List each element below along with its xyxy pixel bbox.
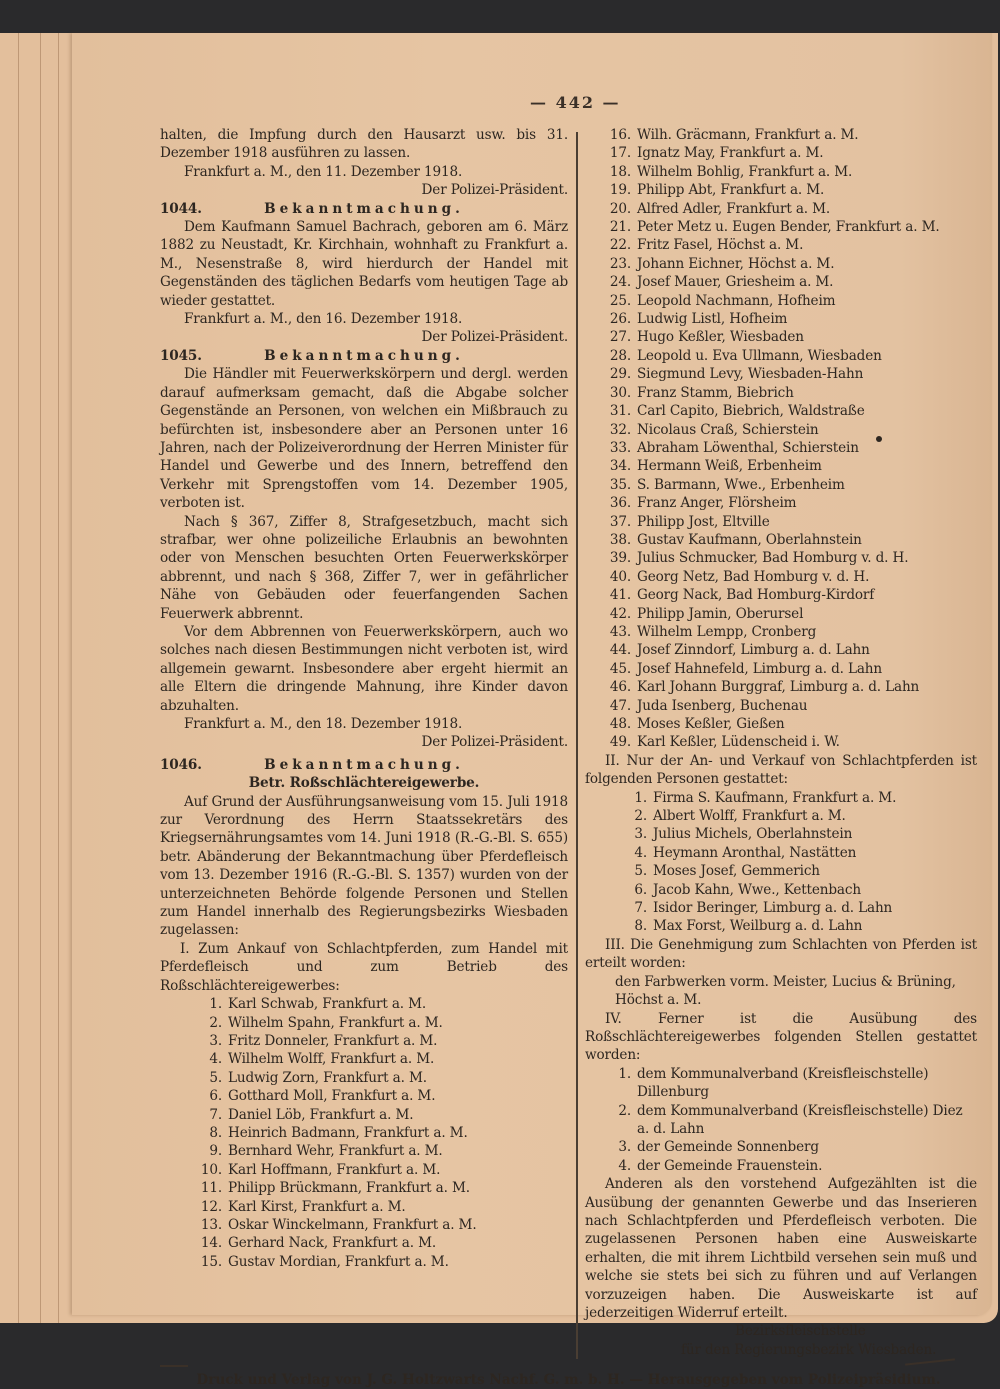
list-item-text: Hugo Keßler, Wiesbaden — [637, 329, 804, 346]
list-item-text: Gustav Mordian, Frankfurt a. M. — [228, 1253, 449, 1270]
list-item-number: 45. — [609, 660, 631, 677]
list-item-number: 2. — [209, 1014, 222, 1031]
list-item — [160, 1087, 568, 1105]
notice-1044-signature: Der Polizei-Präsident. — [421, 329, 568, 346]
list-item-text: Julius Schmucker, Bad Homburg v. d. H. — [637, 550, 909, 567]
list-item-text: Fritz Fasel, Höchst a. M. — [637, 237, 804, 254]
list-item-number: 3. — [209, 1032, 222, 1049]
notice-1045-signature: Der Polizei-Präsident. — [421, 734, 568, 751]
list-item-text: Siegmund Levy, Wiesbaden-Hahn — [637, 366, 864, 383]
list-item-number: 40. — [609, 568, 631, 585]
list-item-text: Alfred Adler, Frankfurt a. M. — [637, 200, 831, 217]
list-item-text: Bernhard Wehr, Frankfurt a. M. — [228, 1143, 443, 1160]
list-item — [585, 807, 977, 825]
list-item — [585, 899, 977, 917]
list-item-text: dem Kommunalverband (Kreisfleischstelle) Diez a. d. Lahn — [637, 1102, 963, 1137]
list-item-number: 7. — [209, 1106, 222, 1123]
list-item-text: Max Forst, Weilburg a. d. Lahn — [653, 918, 863, 935]
list-item — [160, 1014, 568, 1032]
page-edge — [18, 33, 19, 1323]
list-item-text: Abraham Löwenthal, Schierstein — [637, 439, 859, 456]
list-item — [585, 678, 977, 696]
list-item-number: 22. — [609, 237, 631, 254]
list-item — [160, 1050, 568, 1068]
notice-1045-paragraph-1: Die Händler mit Feuerwerkskörpern und dergl. werden darauf aufmerksam gemacht, daß die Abgabe solcher Gegenstände an Personen, von welchen ein Mißbrauch zu befürchten ist, insbesondere aber an Personen unter 16 Jahren, nach der Polizeiverordnung der Herren Minister für Handel und Gewerbe und des Innern, betreffend den Verkehr mit Sprengstoffen vom 14. Dezember 1905, verboten ist. — [160, 366, 568, 512]
list-item — [585, 825, 977, 843]
notice-number: 1045. — [160, 347, 202, 364]
list-item — [160, 1253, 568, 1271]
list-item-text: Franz Stamm, Biebrich — [637, 384, 794, 401]
list-item — [585, 310, 977, 328]
list-item-number: 16. — [609, 127, 631, 143]
list-item-number: 5. — [209, 1069, 222, 1086]
list-item-text: Fritz Donneler, Frankfurt a. M. — [228, 1032, 438, 1049]
list-item-text: Josef Zinndorf, Limburg a. d. Lahn — [637, 642, 870, 659]
list-item-number: 9. — [209, 1143, 222, 1160]
notice-1044-date: Frankfurt a. M., den 16. Dezember 1918. — [184, 311, 463, 328]
page-number: — 442 — — [530, 93, 621, 112]
list-item — [585, 421, 977, 439]
right-column — [585, 126, 977, 1359]
list-item-number: 47. — [609, 697, 631, 714]
list-item-number: 14. — [200, 1235, 222, 1252]
list-item-text: Georg Nack, Bad Homburg-Kirdorf — [637, 587, 875, 604]
list-item-text: Daniel Löb, Frankfurt a. M. — [228, 1106, 414, 1123]
list-item-text: dem Kommunalverband (Kreisfleischstelle) Dillenburg — [637, 1065, 929, 1101]
section-1-heading: I. Zum Ankauf von Schlachtpferden, zum Handel mit Pferdefleisch und zum Betrieb des Roßschlächtereigewerbes: — [160, 940, 568, 994]
list-item-text: Leopold u. Eva Ullmann, Wiesbaden — [637, 347, 882, 364]
list-section-1 — [160, 995, 568, 1271]
list-item-number: 28. — [609, 347, 631, 364]
list-item — [585, 1157, 977, 1175]
list-item-text: Ludwig Listl, Hofheim — [637, 311, 788, 328]
list-item-text: Karl Kirst, Frankfurt a. M. — [228, 1198, 406, 1215]
list-item-text: Franz Anger, Flörsheim — [637, 495, 797, 512]
list-item-number: 36. — [609, 495, 631, 512]
notice-1046-body: Auf Grund der Ausführungsanweisung vom 15. Juli 1918 zur Verordnung des Herrn Staatssekretärs des Kriegsernährungsamtes vom 14. Juni 1918 (R.-G.-Bl. S. 655) betr. Abänderung der Bekanntmachung über Pferdefleisch vom 13. Dezember 1916 (R.-G.-Bl. S. 1357) wurden von der unterzeichneten Behörde folgende Personen und Stellen zum Handel innerhalb des Regierungsbezirks Wiesbaden zugelassen: — [160, 793, 568, 939]
list-item-text: Wilh. Gräcmann, Frankfurt a. M. — [637, 127, 859, 143]
list-item-text: Philipp Jost, Eltville — [637, 513, 770, 530]
list-item — [585, 163, 977, 181]
list-item — [160, 1234, 568, 1252]
list-item — [585, 660, 977, 678]
list-item-text: Philipp Abt, Frankfurt a. M. — [637, 182, 825, 199]
list-item-text: der Gemeinde Sonnenberg — [637, 1139, 819, 1156]
list-item-text: Firma S. Kaufmann, Frankfurt a. M. — [653, 789, 897, 806]
list-item — [585, 733, 977, 751]
list-item-text: Philipp Brückmann, Frankfurt a. M. — [228, 1180, 470, 1197]
list-item-number: 8. — [209, 1124, 222, 1141]
list-item — [585, 881, 977, 899]
list-item-text: Nicolaus Craß, Schierstein — [637, 421, 819, 438]
list-item — [585, 402, 977, 420]
section-3-item: den Farbwerken vorm. Meister, Lucius & Brüning, Höchst a. M. — [615, 973, 956, 1009]
list-item — [160, 995, 568, 1013]
list-item — [585, 1065, 977, 1102]
notice-title: Bekanntmachung. — [264, 756, 464, 773]
list-item — [585, 549, 977, 567]
list-item-text: Karl Hoffmann, Frankfurt a. M. — [228, 1161, 441, 1178]
list-item-number: 8. — [634, 918, 647, 935]
list-item — [585, 844, 977, 862]
notice-title: Bekanntmachung. — [264, 200, 464, 217]
list-item — [585, 236, 977, 254]
list-section-2 — [585, 789, 977, 936]
list-item-number: 30. — [609, 384, 631, 401]
list-item-number: 42. — [609, 605, 631, 622]
list-item-number: 37. — [609, 513, 631, 530]
list-item-text: Gustav Kaufmann, Oberlahnstein — [637, 531, 862, 548]
list-item-number: 11. — [200, 1180, 222, 1197]
list-item — [160, 1032, 568, 1050]
signature-office: Bezirksfleischstelle — [735, 1323, 866, 1340]
list-item — [585, 917, 977, 935]
list-item — [585, 126, 977, 144]
list-item-text: Karl Johann Burggraf, Limburg a. d. Lahn — [637, 679, 920, 696]
list-item-number: 33. — [609, 439, 631, 456]
list-item — [585, 273, 977, 291]
list-item-text: Moses Josef, Gemmerich — [653, 863, 820, 880]
list-section-1-continued — [585, 126, 977, 752]
list-item — [585, 715, 977, 733]
list-item-number: 38. — [609, 531, 631, 548]
list-item-number: 23. — [609, 255, 631, 272]
list-item-number: 1. — [634, 789, 647, 806]
list-item-number: 4. — [618, 1157, 631, 1174]
notice-1046-subtitle: Betr. Roßschlächtereigewerbe. — [248, 775, 480, 792]
list-item-number: 13. — [200, 1216, 222, 1233]
section-3-heading: III. Die Genehmigung zum Schlachten von Pferden ist erteilt worden: — [585, 936, 977, 972]
list-item-text: Karl Schwab, Frankfurt a. M. — [228, 996, 427, 1013]
list-item-text: Moses Keßler, Gießen — [637, 716, 785, 732]
list-item-text: Josef Mauer, Griesheim a. M. — [637, 274, 834, 291]
list-item — [585, 513, 977, 531]
list-item-number: 44. — [609, 642, 631, 659]
list-item-text: Gerhard Nack, Frankfurt a. M. — [228, 1235, 437, 1252]
list-item-number: 3. — [634, 826, 647, 843]
list-item — [585, 328, 977, 346]
list-item-text: Ignatz May, Frankfurt a. M. — [637, 145, 824, 162]
column-divider — [576, 132, 578, 1359]
list-item-text: Johann Eichner, Höchst a. M. — [637, 255, 835, 272]
list-item-number: 34. — [609, 458, 631, 475]
list-item — [585, 568, 977, 586]
list-item-text: Wilhelm Spahn, Frankfurt a. M. — [228, 1014, 443, 1031]
list-item — [585, 144, 977, 162]
list-item — [585, 200, 977, 218]
list-item-number: 3. — [618, 1139, 631, 1156]
notice-1045-paragraph-2: Nach § 367, Ziffer 8, Strafgesetzbuch, macht sich strafbar, wer ohne polizeiliche Erlaubnis an bewohnten oder von Menschen besuchten Orten Feuerwerkskörper abbrennt, und nach § 368, Ziffer 7, wer in gefährlicher Nähe von Gebäuden oder feuerfangenden Sachen Feuerwerk abbrennt. — [160, 513, 568, 622]
list-item-number: 26. — [609, 311, 631, 328]
page-edge — [58, 33, 59, 1323]
list-item-text: Juda Isenberg, Buchenau — [637, 697, 808, 714]
notice-1045-date: Frankfurt a. M., den 18. Dezember 1918. — [184, 716, 463, 732]
list-section-4 — [585, 1065, 977, 1175]
list-item — [585, 1102, 977, 1139]
list-item — [585, 365, 977, 383]
list-item — [585, 641, 977, 659]
list-item-number: 48. — [609, 716, 631, 732]
list-item — [585, 181, 977, 199]
list-item-number: 19. — [609, 182, 631, 199]
list-item — [585, 697, 977, 715]
list-item — [585, 384, 977, 402]
page-edge — [40, 33, 41, 1323]
list-item-number: 18. — [609, 163, 631, 180]
list-item-text: Ludwig Zorn, Frankfurt a. M. — [228, 1069, 427, 1086]
list-item-text: Oskar Winckelmann, Frankfurt a. M. — [228, 1216, 477, 1233]
list-item-number: 39. — [609, 550, 631, 567]
list-item-text: Wilhelm Bohlig, Frankfurt a. M. — [637, 163, 853, 180]
list-item-number: 2. — [634, 808, 647, 825]
closing-paragraph: Anderen als den vorstehend Aufgezählten ist die Ausübung der genannten Gewerbe und das Inserieren nach Schlachtpferden und Pferdefleisch verboten. Die zugelassenen Personen haben eine Ausweiskarte erhalten, die mit ihrem Lichtbild versehen sein muß und welche sie stets bei sich zu führen und auf Verlangen vorzuzeigen haben. Die Ausweiskarte ist auf jederzeitigen Widerruf erteilt. — [585, 1176, 977, 1321]
list-item-number: 2. — [618, 1102, 631, 1119]
list-item — [160, 1198, 568, 1216]
list-item-text: Wilhelm Lempp, Cronberg — [637, 623, 817, 640]
list-item-text: Carl Capito, Biebrich, Waldstraße — [637, 403, 865, 420]
list-item — [160, 1069, 568, 1087]
list-item-text: Leopold Nachmann, Hofheim — [637, 292, 836, 309]
list-item-number: 4. — [209, 1051, 222, 1068]
section-2-heading: II. Nur der An- und Verkauf von Schlachtpferden ist folgenden Personen gestattet: — [585, 752, 977, 788]
list-item-text: Heymann Aronthal, Nastätten — [653, 844, 857, 861]
list-item-number: 49. — [609, 734, 631, 751]
list-item — [585, 439, 977, 457]
list-item-number: 43. — [609, 623, 631, 640]
list-item-text: Karl Keßler, Lüdenscheid i. W. — [637, 734, 840, 751]
list-item-number: 15. — [200, 1253, 222, 1270]
list-item — [585, 862, 977, 880]
list-item-number: 5. — [634, 863, 647, 880]
list-item — [585, 292, 977, 310]
notice-1045-heading — [160, 347, 568, 365]
list-item-text: Jacob Kahn, Wwe., Kettenbach — [653, 881, 861, 898]
notice-1044-body: Dem Kaufmann Samuel Bachrach, geboren am 6. März 1882 zu Neustadt, Kr. Kirchhain, wohnhaft zu Frankfurt a. M., Nesenstraße 8, wird hierdurch der Handel mit Gegenständen des täglichen Bedarfs vom heutigen Tage ab wieder gestattet. — [160, 219, 568, 309]
list-item-number: 20. — [609, 200, 631, 217]
list-item-text: Albert Wolff, Frankfurt a. M. — [653, 808, 846, 825]
notice-1045-paragraph-3: Vor dem Abbrennen von Feuerwerkskörpern, auch wo solches nach diesen Bestimmungen nicht verboten ist, wird allgemein gewarnt. Insbesondere aber ergeht hiermit an alle Eltern die dringende Mahnung, ihre Kinder davon abzuhalten. — [160, 623, 568, 714]
list-item-number: 17. — [609, 145, 631, 162]
list-item-text: Wilhelm Wolff, Frankfurt a. M. — [228, 1051, 435, 1068]
list-item-text: Georg Netz, Bad Homburg v. d. H. — [637, 568, 870, 585]
list-item-text: Gotthard Moll, Frankfurt a. M. — [228, 1088, 436, 1105]
list-item-number: 12. — [200, 1198, 222, 1215]
list-item-text: der Gemeinde Frauenstein. — [637, 1157, 823, 1174]
list-item-number: 10. — [200, 1161, 222, 1178]
list-item-number: 6. — [209, 1088, 222, 1105]
list-item — [585, 347, 977, 365]
intro-signature: Der Polizei-Präsident. — [421, 182, 568, 199]
list-item-number: 6. — [634, 881, 647, 898]
list-item-number: 24. — [609, 274, 631, 291]
notice-number: 1044. — [160, 200, 202, 217]
ink-spot — [876, 436, 882, 442]
list-item-number: 41. — [609, 587, 631, 604]
list-item-text: Isidor Beringer, Limburg a. d. Lahn — [653, 900, 893, 917]
list-item-number: 32. — [609, 421, 631, 438]
footer-rule — [905, 1358, 955, 1365]
list-item — [160, 1106, 568, 1124]
notice-title: Bekanntmachung. — [264, 347, 464, 364]
signature-district: für den Regierungsbezirk Wiesbaden. — [681, 1341, 937, 1358]
list-item — [160, 1179, 568, 1197]
list-item — [160, 1161, 568, 1179]
list-item-text: Julius Michels, Oberlahnstein — [653, 826, 853, 843]
list-item — [585, 476, 977, 494]
list-item — [160, 1142, 568, 1160]
list-item-number: 1. — [209, 996, 222, 1013]
notice-number: 1046. — [160, 756, 202, 773]
list-item — [585, 531, 977, 549]
intro-text: halten, die Impfung durch den Hausarzt usw. bis 31. Dezember 1918 ausführen zu lassen. — [160, 127, 568, 162]
list-item-text: Heinrich Badmann, Frankfurt a. M. — [228, 1124, 468, 1141]
intro-date: Frankfurt a. M., den 11. Dezember 1918. — [184, 163, 463, 180]
list-item — [585, 218, 977, 236]
list-item-text: Philipp Jamin, Oberursel — [637, 605, 804, 622]
list-item-number: 46. — [609, 679, 631, 696]
list-item-text: Hermann Weiß, Erbenheim — [637, 458, 822, 475]
list-item-number: 21. — [609, 219, 631, 236]
footer-rule — [160, 1365, 188, 1367]
imprint-line: Druck und Verlag von J. G. Holtzwarts Nachf. G. m. b. H. — Herausgegeben vom Polizeipräsidium. — [196, 1372, 941, 1388]
list-item-text: S. Barmann, Wwe., Erbenheim — [637, 476, 845, 493]
list-item-text: Peter Metz u. Eugen Bender, Frankfurt a. M. — [637, 219, 940, 236]
list-item — [585, 605, 977, 623]
list-item-number: 27. — [609, 329, 631, 346]
list-item — [160, 1216, 568, 1234]
list-item — [585, 623, 977, 641]
section-4-heading: IV. Ferner ist die Ausübung des Roßschlächtereigewerbes folgenden Stellen gestattet worden: — [585, 1010, 977, 1064]
list-item — [585, 1138, 977, 1156]
list-item — [585, 789, 977, 807]
notice-1046-heading — [160, 756, 568, 774]
list-item-number: 7. — [634, 900, 647, 917]
list-item — [585, 586, 977, 604]
list-item — [585, 255, 977, 273]
list-item — [160, 1124, 568, 1142]
left-column — [160, 126, 568, 1271]
list-item — [585, 457, 977, 475]
list-item-number: 25. — [609, 292, 631, 309]
list-item-number: 31. — [609, 403, 631, 420]
list-item — [585, 494, 977, 512]
list-item-number: 29. — [609, 366, 631, 383]
list-item-number: 35. — [609, 476, 631, 493]
notice-1044-heading — [160, 200, 568, 218]
list-item-text: Josef Hahnefeld, Limburg a. d. Lahn — [637, 660, 883, 677]
list-item-number: 1. — [618, 1065, 631, 1082]
list-item-number: 4. — [634, 844, 647, 861]
